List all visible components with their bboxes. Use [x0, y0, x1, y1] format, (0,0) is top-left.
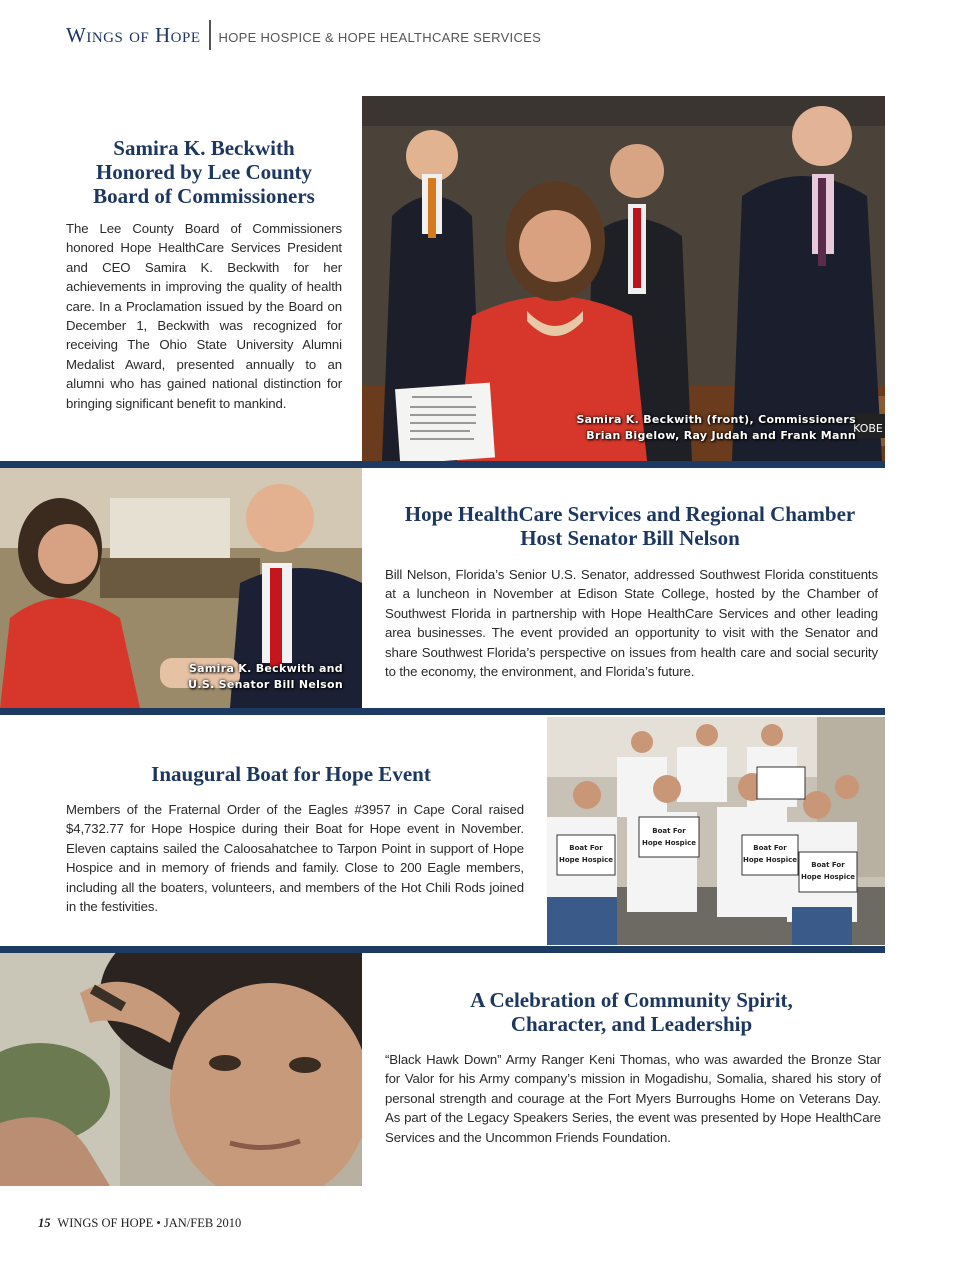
article-1-body: The Lee County Board of Commissioners honored Hope HealthCare Services President and CEO Samira K. Beckwith for her achievements in improving the quality of health care. In a Proclamation issued by the Board on December 1, Beckwith was recognized for receiving The Ohio State University Alumni Medalist Award, presented annually to an alumni who has gained national distinction for bringing significant benefit to mankind. [66, 221, 342, 411]
caption-line: Samira K. Beckwith (front), Commissioners [576, 413, 856, 426]
section-divider [0, 461, 885, 468]
article-1-headline-line: Board of Commissioners [93, 184, 315, 208]
commissioners-photo-caption [560, 412, 856, 444]
article-2-body: Bill Nelson, Florida’s Senior U.S. Senator, addressed Southwest Florida constituents at a luncheon in November at Edison State College, hosted by the Chamber of Southwest Florida in partnership with Hope HealthCare Services and other leading area businesses. The event provided an opportunity to visit with the Senator and share Southwest Florida’s perspective on issues from health care and social security to the economy, the environment, and Florida’s future. [385, 567, 878, 680]
page-footer [38, 1216, 241, 1231]
article-2-headline-line: Hope HealthCare Services and Regional Chamber [404, 502, 856, 526]
article-3-body: Members of the Fraternal Order of the Eagles #3957 in Cape Coral raised $4,732.77 for Hope Hospice during their Boat for Hope event in November. Eleven captains sailed the Caloosahatchee to Tarpon Point in support of Hope Hospice and in memory of friends and family. Close to 200 Eagle members, including all the boaters, volunteers, and members of the Hot Chili Rods joined in the festivities. [66, 802, 524, 915]
article-2-headline [385, 502, 875, 550]
sign-text-line: Boat For [569, 844, 603, 852]
article-2-headline-line: Host Senator Bill Nelson [520, 526, 740, 550]
article-4-headline-line: A Celebration of Community Spirit, [470, 988, 793, 1012]
article-1-headline-line: Samira K. Beckwith [113, 136, 295, 160]
magazine-brand: Wings of Hope [66, 20, 211, 50]
article-1-headline [66, 136, 342, 208]
page-header [66, 18, 541, 50]
sign-text-line: Hope Hospice [800, 873, 856, 881]
sign-text-line: Boat For [753, 844, 787, 852]
caption-line: Samira K. Beckwith and [188, 662, 343, 675]
sign-text-line: Boat For [652, 827, 686, 835]
photo-sign-text: KOBE [853, 422, 883, 435]
section-label: HOPE HOSPICE & HOPE HEALTHCARE SERVICES [218, 30, 542, 45]
sign-text-line: Hope Hospice [742, 856, 798, 864]
article-4-headline-line: Character, and Leadership [510, 1012, 753, 1036]
article-3-headline [66, 762, 516, 786]
commissioners-photo [362, 96, 885, 461]
article-4-body: “Black Hawk Down” Army Ranger Keni Thomas, who was awarded the Bronze Star for Valor for his Army company’s mission in Mogadishu, Somalia, shared his story of personal strength and courage at the Fort Myers Burroughs Home on Veterans Day. As part of the Legacy Speakers Series, the event was presented by Hope HealthCare Services and the Uncommon Friends Foundation. [385, 1052, 881, 1145]
section-divider [0, 708, 885, 715]
caption-line: U.S. Senator Bill Nelson [188, 678, 343, 691]
article-1-headline-line: Honored by Lee County [95, 160, 313, 184]
sign-text-line: Boat For [811, 861, 845, 869]
caption-line: Brian Bigelow, Ray Judah and Frank Mann [586, 429, 856, 442]
boat-for-hope-photo [547, 717, 885, 945]
sign-text-line: Hope Hospice [558, 856, 614, 864]
sign-text-line: Hope Hospice [641, 839, 697, 847]
nelson-photo-caption [160, 661, 343, 693]
section-divider [0, 946, 885, 953]
article-3-headline-line: Inaugural Boat for Hope Event [151, 762, 431, 786]
page-number: 15 [38, 1216, 51, 1230]
article-4-headline [385, 988, 878, 1036]
keni-thomas-photo [0, 953, 362, 1186]
footer-text: WINGS OF HOPE • JAN/FEB 2010 [57, 1216, 242, 1230]
